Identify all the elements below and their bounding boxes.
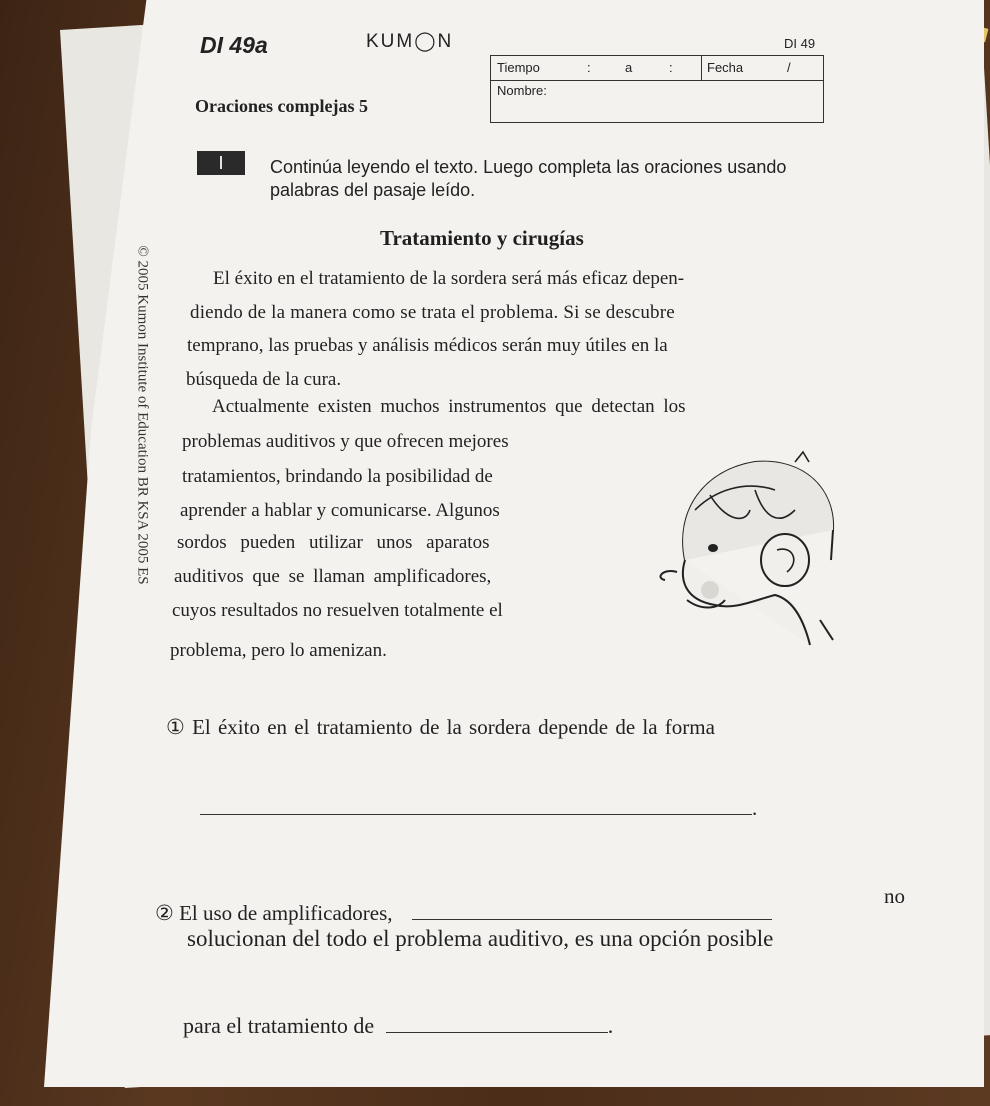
student-info-box [490, 55, 824, 123]
passage-line-4: búsqueda de la cura. [186, 369, 342, 390]
fecha-label: Fecha [707, 60, 744, 75]
passage-line-5: Actualmente existen muchos instrumentos que detectan los [212, 396, 686, 417]
worksheet-code-right: DI 49 [784, 36, 816, 51]
question-2-number: ② [155, 901, 174, 925]
nombre-label: Nombre: [497, 83, 547, 98]
passage-title: Tratamiento y cirugías [380, 226, 584, 250]
fecha-separator: / [787, 60, 791, 75]
brand-logo: KUM◯N [366, 31, 454, 52]
question-2-line-2: solucionan del todo el problema auditivo, es una opción posible [187, 926, 774, 951]
tiempo-separator: : [587, 60, 591, 75]
question-1 [166, 715, 715, 740]
worksheet-code-left: DI 49a [200, 32, 268, 58]
answer-blank-2[interactable] [412, 895, 772, 920]
passage-line-9: sordos pueden utilizar unos aparatos [177, 532, 490, 553]
question-2-line-3 [183, 1010, 613, 1039]
section-badge: I [197, 151, 245, 175]
question-2 [155, 895, 772, 926]
worksheet-subtitle: Oraciones complejas 5 [195, 96, 368, 116]
copyright-notice: © 2005 Kumon Institute of Education BR KSA 2005 ES [134, 245, 151, 585]
passage-line-6: problemas auditivos y que ofrecen mejores [182, 431, 509, 452]
question-2-line-3-text: para el tratamiento de [183, 1013, 375, 1038]
question-1-answer-row [200, 790, 757, 821]
question-1-text: El éxito en el tratamiento de la sordera depende de la forma [192, 715, 715, 739]
tiempo-separator-2: : [669, 60, 673, 75]
passage-line-3: temprano, las pruebas y análisis médicos serán muy útiles en la [187, 335, 668, 356]
fecha-divider [701, 56, 702, 80]
passage-line-12: problema, pero lo amenizan. [170, 640, 387, 661]
answer-blank-1[interactable] [200, 790, 752, 815]
passage-line-11: cuyos resultados no resuelven totalmente el [172, 600, 503, 621]
question-1-end: . [752, 796, 758, 820]
question-2-no: no [884, 884, 905, 908]
passage-line-2: diendo de la manera como se trata el problema. Si se descubre [190, 302, 675, 323]
instructions-text: Continúa leyendo el texto. Luego completa las oraciones usando palabras del pasaje leído. [270, 157, 787, 200]
boy-illustration [655, 450, 870, 650]
question-2-end: . [607, 1013, 614, 1038]
question-2-text: El uso de amplificadores, [179, 901, 393, 925]
question-1-number: ① [166, 715, 185, 739]
time-date-row [491, 56, 823, 81]
tiempo-label: Tiempo [497, 60, 540, 75]
answer-blank-3[interactable] [386, 1010, 608, 1033]
tiempo-a-label: a [625, 60, 633, 75]
passage-line-10: auditivos que se llaman amplificadores, [174, 566, 492, 587]
passage-line-1: El éxito en el tratamiento de la sordera será más eficaz depen- [213, 268, 685, 289]
passage-line-7: tratamientos, brindando la posibilidad de [182, 466, 493, 487]
passage-line-8: aprender a hablar y comunicarse. Algunos [180, 500, 500, 521]
